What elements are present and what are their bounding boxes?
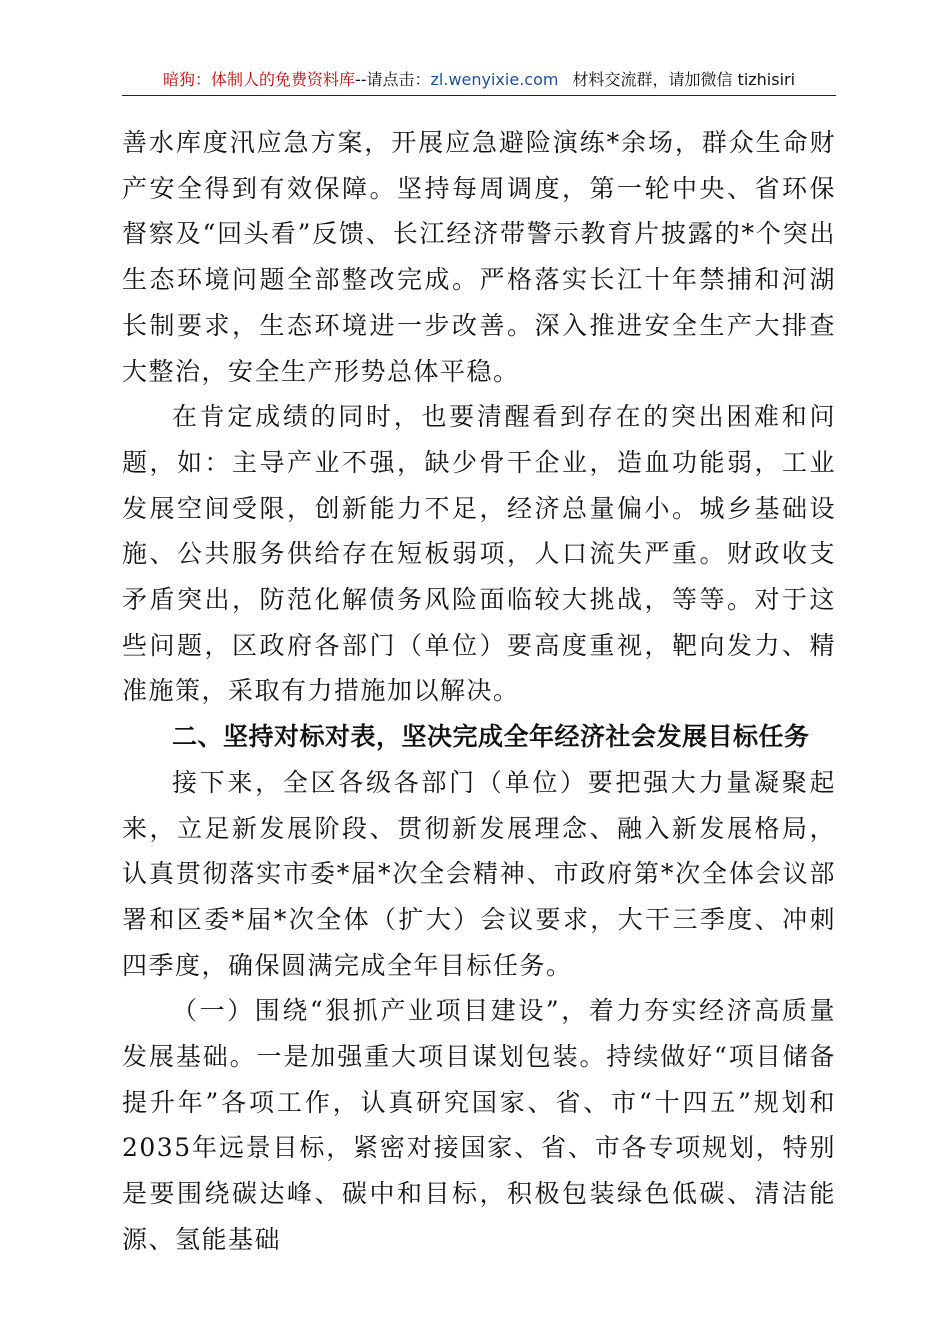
paragraph-3: 接下来，全区各级各部门（单位）要把强大力量凝聚起来，立足新发展阶段、贯彻新发展理念、融入新发展格局，认真贯彻落实市委*届*次全会精神、市政府第*次全体会议部署和区委*届*次全体（扩大）会议要求，大干三季度、冲刺四季度，确保圆满完成全年目标任务。 xyxy=(122,767,836,980)
header-click-prompt: --请点击： xyxy=(354,70,431,89)
header-divider xyxy=(122,95,836,96)
paragraph-1: 善水库度汛应急方案，开展应急避险演练*余场，群众生命财产安全得到有效保障。坚持每周调度，第一轮中央、省环保督察及“回头看”反馈、长江经济带警示教育片披露的*个突出生态环境问题全部整改完成。严格落实长江十年禁捕和河湖长制要求，生态环境进一步改善。深入推进安全生产大排查大整治，安全生产形势总体平稳。 xyxy=(122,128,836,386)
page-header xyxy=(122,66,836,94)
paragraph-4: （一）围绕“狠抓产业项目建设”，着力夯实经济高质量发展基础。一是加强重大项目谋划包装。持续做好“项目储备提升年”各项工作，认真研究国家、省、市“十四五”规划和2035年远景目标，紧密对接国家、省、市各专项规划，特别是要围绕碳达峰、碳中和目标，积极包装绿色低碳、清洁能源、氢能基础 xyxy=(122,996,836,1254)
document-body xyxy=(122,120,836,1263)
header-wechat-note: 材料交流群，请加微信 tizhisiri xyxy=(572,70,796,89)
section-heading: 二、坚持对标对表，坚决完成全年经济社会发展目标任务 xyxy=(172,722,810,752)
header-link[interactable]: zl.wenyixie.com xyxy=(430,70,559,89)
paragraph-2: 在肯定成绩的同时，也要清醒看到存在的突出困难和问题，如：主导产业不强，缺少骨干企业，造血功能弱，工业发展空间受限，创新能力不足，经济总量偏小。城乡基础设施、公共服务供给存在短板弱项，人口流失严重。财政收支矛盾突出，防范化解债务风险面临较大挑战，等等。对于这些问题，区政府各部门（单位）要高度重视，靶向发力、精准施策，采取有力措施加以解决。 xyxy=(122,402,836,706)
header-site-name: 暗狗：体制人的免费资料库 xyxy=(162,70,355,89)
